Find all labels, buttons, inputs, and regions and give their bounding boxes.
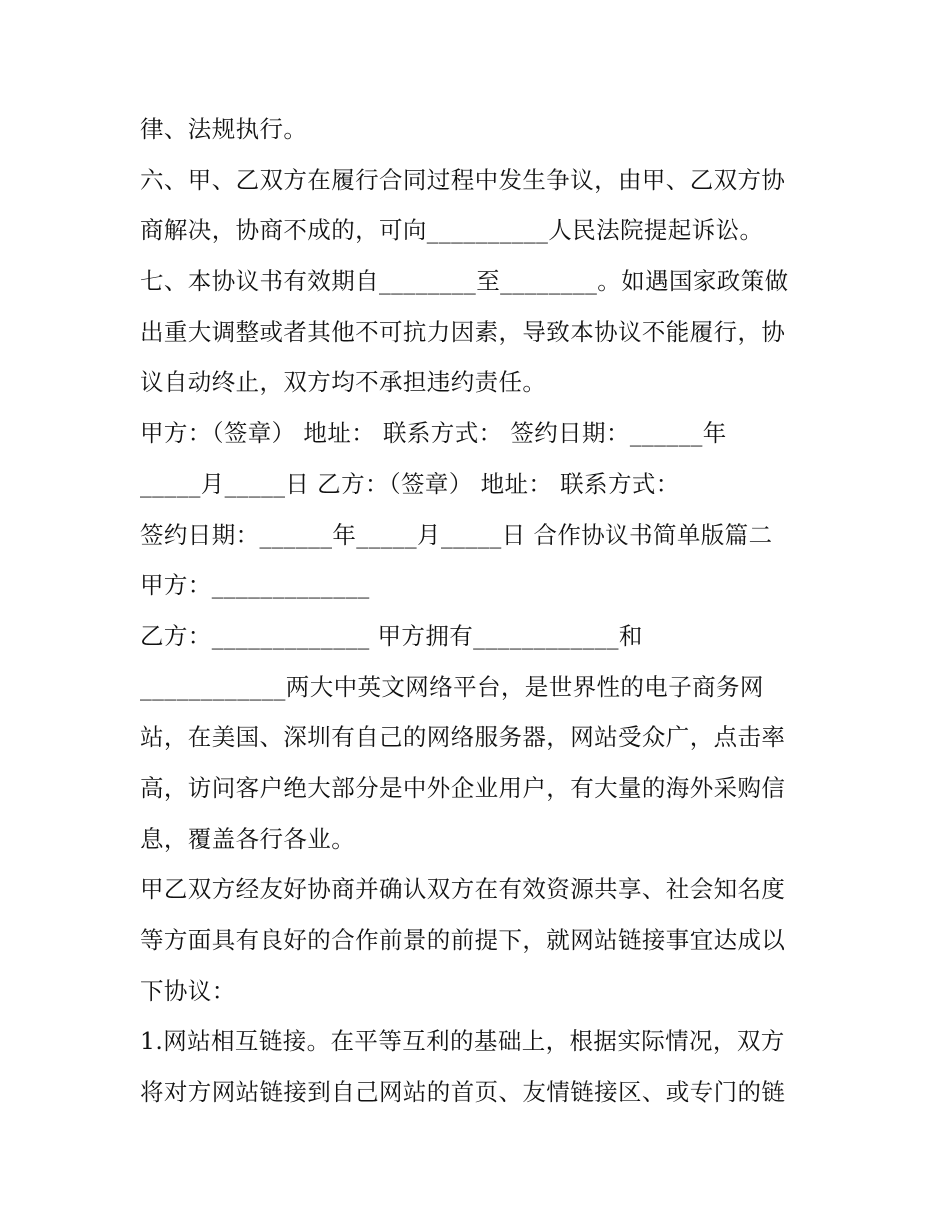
text-line: 甲方：_____________ — [140, 571, 370, 600]
text-line: 高，访问客户绝大部分是中外企业用户，有大量的海外采购信 — [140, 773, 786, 802]
text-line: 商解决，协商不成的，可向__________人民法院提起诉讼。 — [140, 216, 764, 245]
text-line: 六、甲、乙双方在履行合同过程中发生争议，由甲、乙双方协 — [140, 165, 786, 194]
text-line: 议自动终止，双方均不承担违约责任。 — [140, 368, 547, 397]
text-line: _____月_____日 乙方：（签章） 地址： 联系方式： — [140, 469, 680, 498]
text-line: 甲方：（签章） 地址： 联系方式： 签约日期：______年 — [140, 419, 727, 448]
text-line: 站，在美国、深圳有自己的网络服务器，网站受众广，点击率 — [140, 723, 786, 752]
text-line: 甲乙双方经友好协商并确认双方在有效资源共享、社会知名度 — [140, 875, 786, 904]
text-line: ____________两大中英文网络平台，是世界性的电子商务网 — [140, 672, 764, 701]
document-body — [140, 104, 830, 1118]
text-line: 等方面具有良好的合作前景的前提下，就网站链接事宜达成以 — [140, 926, 786, 954]
text-line: 将对方网站链接到自己网站的首页、友情链接区、或专门的链 — [140, 1078, 786, 1107]
text-line: 1.网站相互链接。在平等互利的基础上，根据实际情况，双方 — [140, 1027, 785, 1056]
text-line: 息，覆盖各行各业。 — [140, 824, 356, 853]
text-line: 下协议： — [140, 976, 236, 1005]
text-line: 七、本协议书有效期自________至________。如遇国家政策做 — [140, 267, 789, 296]
text-line: 律、法规执行。 — [140, 115, 308, 143]
text-line: 乙方：_____________ 甲方拥有____________和 — [140, 621, 643, 650]
text-line: 签约日期：______年_____月_____日 合作协议书简单版篇二 — [140, 520, 773, 549]
text-line: 出重大调整或者其他不可抗力因素，导致本协议不能履行，协 — [140, 317, 786, 346]
